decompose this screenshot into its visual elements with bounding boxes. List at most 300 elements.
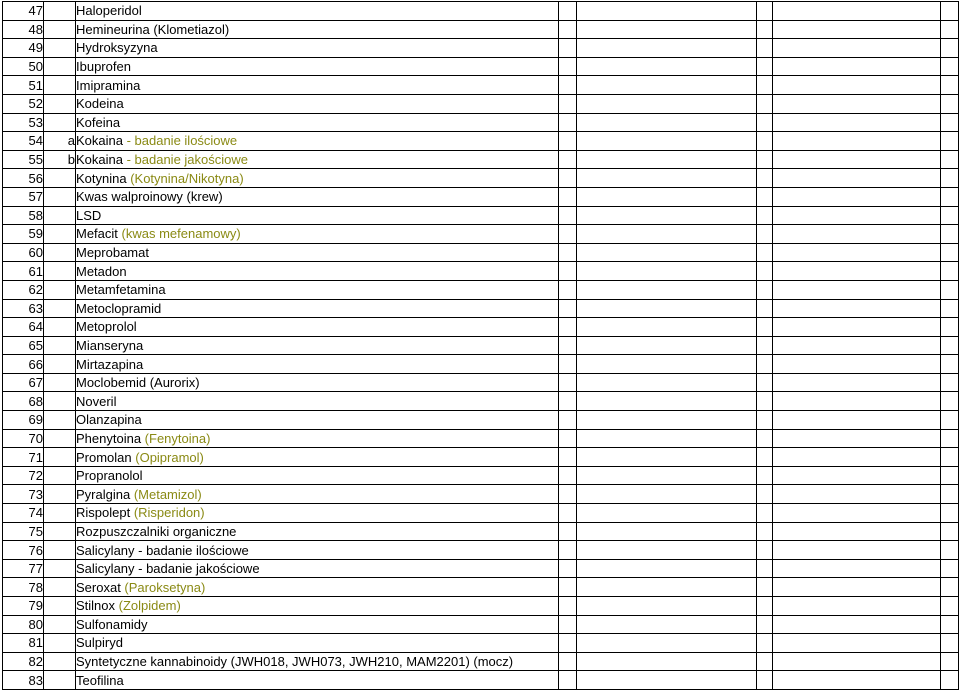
table-row xyxy=(3,448,959,467)
substance-name: Teofilina xyxy=(76,672,124,688)
empty-cell xyxy=(577,150,757,169)
empty-cell xyxy=(773,355,941,374)
empty-cell xyxy=(577,39,757,58)
spacer-cell xyxy=(941,336,959,355)
row-sub-letter xyxy=(44,559,76,578)
spacer-cell xyxy=(559,336,577,355)
empty-cell xyxy=(577,615,757,634)
empty-cell xyxy=(773,57,941,76)
row-number: 52 xyxy=(3,94,44,113)
row-sub-letter xyxy=(44,336,76,355)
substance-name-cell xyxy=(76,411,559,430)
spacer-cell xyxy=(559,615,577,634)
row-number: 70 xyxy=(3,429,44,448)
spacer-cell xyxy=(757,373,773,392)
row-sub-letter xyxy=(44,280,76,299)
spacer-cell xyxy=(757,280,773,299)
row-sub-letter xyxy=(44,57,76,76)
spacer-cell xyxy=(941,522,959,541)
substance-name: Moclobemid (Aurorix) xyxy=(76,375,200,391)
row-number: 80 xyxy=(3,615,44,634)
spacer-cell xyxy=(559,652,577,671)
spacer-cell xyxy=(757,652,773,671)
spacer-cell xyxy=(757,485,773,504)
empty-cell xyxy=(577,280,757,299)
substance-note: - badanie jakościowe xyxy=(122,152,249,168)
empty-cell xyxy=(577,559,757,578)
spacer-cell xyxy=(941,57,959,76)
spacer-cell xyxy=(559,522,577,541)
spacer-cell xyxy=(941,299,959,318)
empty-cell xyxy=(773,336,941,355)
substance-name: Stilnox xyxy=(76,598,116,614)
row-number: 49 xyxy=(3,39,44,58)
spacer-cell xyxy=(757,150,773,169)
spacer-cell xyxy=(941,466,959,485)
spacer-cell xyxy=(941,150,959,169)
empty-cell xyxy=(577,132,757,151)
spacer-cell xyxy=(559,113,577,132)
substance-name-cell xyxy=(76,57,559,76)
substance-name: Phenytoina xyxy=(76,430,142,446)
spacer-cell xyxy=(757,187,773,206)
empty-cell xyxy=(577,243,757,262)
spacer-cell xyxy=(559,355,577,374)
spacer-cell xyxy=(757,522,773,541)
row-number: 75 xyxy=(3,522,44,541)
empty-cell xyxy=(577,671,757,690)
empty-cell xyxy=(773,76,941,95)
row-sub-letter xyxy=(44,578,76,597)
table-row xyxy=(3,206,959,225)
empty-cell xyxy=(577,578,757,597)
table-row xyxy=(3,113,959,132)
spacer-cell xyxy=(559,150,577,169)
spacer-cell xyxy=(559,504,577,523)
table-row xyxy=(3,262,959,281)
empty-cell xyxy=(577,652,757,671)
row-number: 66 xyxy=(3,355,44,374)
row-number: 79 xyxy=(3,597,44,616)
substance-name: Mianseryna xyxy=(76,337,144,353)
spacer-cell xyxy=(941,559,959,578)
spacer-cell xyxy=(559,429,577,448)
spacer-cell xyxy=(757,262,773,281)
table-row xyxy=(3,39,959,58)
spacer-cell xyxy=(559,597,577,616)
spacer-cell xyxy=(941,355,959,374)
spacer-cell xyxy=(941,634,959,653)
spacer-cell xyxy=(941,541,959,560)
substance-table xyxy=(2,1,959,690)
table-row xyxy=(3,504,959,523)
spacer-cell xyxy=(559,373,577,392)
substance-name-cell xyxy=(76,39,559,58)
spacer-cell xyxy=(559,262,577,281)
empty-cell xyxy=(577,206,757,225)
empty-cell xyxy=(773,392,941,411)
row-number: 74 xyxy=(3,504,44,523)
table-row xyxy=(3,652,959,671)
spacer-cell xyxy=(941,429,959,448)
spacer-cell xyxy=(757,448,773,467)
spacer-cell xyxy=(559,634,577,653)
substance-name: Kofeina xyxy=(76,114,121,130)
row-number: 81 xyxy=(3,634,44,653)
substance-name-cell xyxy=(76,150,559,169)
substance-name: Mefacit xyxy=(76,226,118,242)
spacer-cell xyxy=(941,504,959,523)
row-number: 59 xyxy=(3,225,44,244)
spacer-cell xyxy=(941,448,959,467)
row-number: 68 xyxy=(3,392,44,411)
substance-name-cell xyxy=(76,559,559,578)
row-number: 51 xyxy=(3,76,44,95)
spacer-cell xyxy=(559,485,577,504)
empty-cell xyxy=(577,355,757,374)
substance-name: Noveril xyxy=(76,393,117,409)
row-sub-letter xyxy=(44,429,76,448)
empty-cell xyxy=(773,132,941,151)
empty-cell xyxy=(773,113,941,132)
substance-name-cell xyxy=(76,187,559,206)
substance-name: Salicylany - badanie ilościowe xyxy=(76,542,249,558)
substance-name: Hemineurina (Klometiazol) xyxy=(76,21,230,37)
spacer-cell xyxy=(757,39,773,58)
spacer-cell xyxy=(559,466,577,485)
substance-name: Sulpiryd xyxy=(76,635,123,651)
spacer-cell xyxy=(559,169,577,188)
spacer-cell xyxy=(757,578,773,597)
empty-cell xyxy=(577,113,757,132)
substance-name-cell xyxy=(76,522,559,541)
row-number: 63 xyxy=(3,299,44,318)
empty-cell xyxy=(577,225,757,244)
empty-cell xyxy=(773,262,941,281)
empty-cell xyxy=(773,150,941,169)
spacer-cell xyxy=(941,652,959,671)
substance-note: (kwas mefenamowy) xyxy=(117,226,241,242)
table-row xyxy=(3,578,959,597)
substance-name: Kodeina xyxy=(76,96,124,112)
empty-cell xyxy=(577,299,757,318)
empty-cell xyxy=(577,448,757,467)
spacer-cell xyxy=(941,578,959,597)
substance-name: Haloperidol xyxy=(76,3,142,19)
empty-cell xyxy=(773,39,941,58)
substance-name-cell xyxy=(76,485,559,504)
spacer-cell xyxy=(559,20,577,39)
row-sub-letter xyxy=(44,522,76,541)
spacer-cell xyxy=(559,671,577,690)
substance-name-cell xyxy=(76,243,559,262)
substance-note: (Kotynina/Nikotyna) xyxy=(126,170,244,186)
substance-name-cell xyxy=(76,336,559,355)
spacer-cell xyxy=(757,132,773,151)
table-row xyxy=(3,411,959,430)
substance-name-cell xyxy=(76,262,559,281)
spacer-cell xyxy=(941,243,959,262)
table-row xyxy=(3,634,959,653)
substance-name: Rozpuszczalniki organiczne xyxy=(76,523,237,539)
row-sub-letter xyxy=(44,113,76,132)
spacer-cell xyxy=(559,94,577,113)
empty-cell xyxy=(577,373,757,392)
spacer-cell xyxy=(757,206,773,225)
row-number: 82 xyxy=(3,652,44,671)
empty-cell xyxy=(773,318,941,337)
spacer-cell xyxy=(559,318,577,337)
row-sub-letter xyxy=(44,318,76,337)
row-number: 61 xyxy=(3,262,44,281)
substance-name: Mirtazapina xyxy=(76,356,144,372)
empty-cell xyxy=(773,169,941,188)
spacer-cell xyxy=(941,318,959,337)
row-number: 64 xyxy=(3,318,44,337)
row-sub-letter xyxy=(44,299,76,318)
empty-cell xyxy=(577,429,757,448)
table-row xyxy=(3,429,959,448)
empty-cell xyxy=(577,57,757,76)
substance-name-cell xyxy=(76,76,559,95)
substance-name-cell xyxy=(76,392,559,411)
substance-name: Kokaina xyxy=(76,152,123,168)
substance-name-cell xyxy=(76,504,559,523)
empty-cell xyxy=(577,634,757,653)
empty-cell xyxy=(577,76,757,95)
substance-name-cell xyxy=(76,169,559,188)
substance-name-cell xyxy=(76,318,559,337)
empty-cell xyxy=(773,522,941,541)
empty-cell xyxy=(577,94,757,113)
empty-cell xyxy=(773,243,941,262)
table-row xyxy=(3,57,959,76)
spacer-cell xyxy=(559,392,577,411)
row-number: 76 xyxy=(3,541,44,560)
substance-name: Metadon xyxy=(76,263,127,279)
spacer-cell xyxy=(941,2,959,21)
spacer-cell xyxy=(757,466,773,485)
spacer-cell xyxy=(559,299,577,318)
substance-note: (Paroksetyna) xyxy=(120,579,206,595)
row-sub-letter xyxy=(44,541,76,560)
empty-cell xyxy=(577,504,757,523)
substance-name-cell xyxy=(76,597,559,616)
table-row xyxy=(3,150,959,169)
spacer-cell xyxy=(559,243,577,262)
row-sub-letter xyxy=(44,615,76,634)
row-sub-letter xyxy=(44,94,76,113)
substance-note: (Risperidon) xyxy=(130,505,205,521)
spacer-cell xyxy=(941,280,959,299)
row-number: 48 xyxy=(3,20,44,39)
spacer-cell xyxy=(757,2,773,21)
substance-note: (Metamizol) xyxy=(130,486,202,502)
empty-cell xyxy=(773,411,941,430)
substance-name-cell xyxy=(76,541,559,560)
spacer-cell xyxy=(941,262,959,281)
substance-name-cell xyxy=(76,466,559,485)
spacer-cell xyxy=(559,225,577,244)
row-sub-letter xyxy=(44,225,76,244)
spacer-cell xyxy=(941,76,959,95)
substance-name-cell xyxy=(76,671,559,690)
table-row xyxy=(3,615,959,634)
spacer-cell xyxy=(941,411,959,430)
table-row xyxy=(3,466,959,485)
substance-name: Propranolol xyxy=(76,468,143,484)
substance-name-cell xyxy=(76,448,559,467)
substance-note: (Opipramol) xyxy=(131,449,204,465)
substance-name-cell xyxy=(76,373,559,392)
spacer-cell xyxy=(757,20,773,39)
spacer-cell xyxy=(757,597,773,616)
empty-cell xyxy=(773,671,941,690)
row-sub-letter xyxy=(44,206,76,225)
row-sub-letter xyxy=(44,169,76,188)
spacer-cell xyxy=(559,76,577,95)
empty-cell xyxy=(577,2,757,21)
row-sub-letter xyxy=(44,373,76,392)
spacer-cell xyxy=(941,392,959,411)
row-number: 69 xyxy=(3,411,44,430)
spacer-cell xyxy=(757,225,773,244)
row-sub-letter: b xyxy=(44,150,76,169)
table-row xyxy=(3,485,959,504)
row-sub-letter xyxy=(44,2,76,21)
substance-name: Metoclopramid xyxy=(76,300,162,316)
empty-cell xyxy=(773,559,941,578)
substance-note: (Zolpidem) xyxy=(115,598,181,614)
spacer-cell xyxy=(757,504,773,523)
spacer-cell xyxy=(559,2,577,21)
spacer-cell xyxy=(757,243,773,262)
substance-name: Seroxat xyxy=(76,579,121,595)
table-row xyxy=(3,2,959,21)
row-number: 83 xyxy=(3,671,44,690)
row-number: 78 xyxy=(3,578,44,597)
table-row xyxy=(3,559,959,578)
row-number: 53 xyxy=(3,113,44,132)
substance-name: Metamfetamina xyxy=(76,282,166,298)
spacer-cell xyxy=(941,206,959,225)
substance-name-cell xyxy=(76,615,559,634)
empty-cell xyxy=(577,485,757,504)
row-sub-letter xyxy=(44,76,76,95)
substance-name-cell xyxy=(76,94,559,113)
empty-cell xyxy=(773,20,941,39)
substance-name: Ibuprofen xyxy=(76,59,131,75)
table-row xyxy=(3,243,959,262)
empty-cell xyxy=(577,20,757,39)
substance-name-cell xyxy=(76,578,559,597)
substance-name-cell xyxy=(76,299,559,318)
substance-name: Olanzapina xyxy=(76,412,142,428)
substance-name: Kokaina xyxy=(76,133,123,149)
empty-cell xyxy=(577,597,757,616)
row-sub-letter xyxy=(44,652,76,671)
row-number: 62 xyxy=(3,280,44,299)
empty-cell xyxy=(773,578,941,597)
substance-name-cell xyxy=(76,429,559,448)
substance-name-cell xyxy=(76,225,559,244)
spacer-cell xyxy=(757,299,773,318)
empty-cell xyxy=(773,94,941,113)
substance-name-cell xyxy=(76,280,559,299)
spacer-cell xyxy=(941,597,959,616)
substance-name: Imipramina xyxy=(76,77,141,93)
empty-cell xyxy=(773,597,941,616)
empty-cell xyxy=(773,299,941,318)
table-row xyxy=(3,132,959,151)
spacer-cell xyxy=(941,132,959,151)
substance-name: Syntetyczne kannabinoidy (JWH018, JWH073, JWH210, MAM2201) (mocz) xyxy=(76,654,514,670)
table-row xyxy=(3,671,959,690)
spacer-cell xyxy=(757,615,773,634)
row-sub-letter xyxy=(44,634,76,653)
table-row xyxy=(3,299,959,318)
row-sub-letter xyxy=(44,504,76,523)
spacer-cell xyxy=(559,280,577,299)
row-number: 60 xyxy=(3,243,44,262)
empty-cell xyxy=(773,652,941,671)
empty-cell xyxy=(773,280,941,299)
substance-name-cell xyxy=(76,113,559,132)
substance-name: Pyralgina xyxy=(76,486,131,502)
row-sub-letter xyxy=(44,355,76,374)
empty-cell xyxy=(773,429,941,448)
spacer-cell xyxy=(941,169,959,188)
empty-cell xyxy=(577,187,757,206)
row-sub-letter xyxy=(44,262,76,281)
substance-name-cell xyxy=(76,2,559,21)
row-number: 54 xyxy=(3,132,44,151)
substance-name-cell xyxy=(76,206,559,225)
table-row xyxy=(3,392,959,411)
substance-name-cell xyxy=(76,355,559,374)
substance-name: LSD xyxy=(76,207,102,223)
spacer-cell xyxy=(757,559,773,578)
empty-cell xyxy=(773,448,941,467)
row-sub-letter xyxy=(44,39,76,58)
table-row xyxy=(3,280,959,299)
row-number: 56 xyxy=(3,169,44,188)
spacer-cell xyxy=(757,541,773,560)
spacer-cell xyxy=(941,113,959,132)
empty-cell xyxy=(577,541,757,560)
empty-cell xyxy=(577,336,757,355)
table-row xyxy=(3,318,959,337)
table-row xyxy=(3,541,959,560)
spacer-cell xyxy=(941,39,959,58)
spacer-cell xyxy=(757,392,773,411)
substance-name-cell xyxy=(76,634,559,653)
empty-cell xyxy=(773,504,941,523)
table-row xyxy=(3,187,959,206)
empty-cell xyxy=(773,206,941,225)
spacer-cell xyxy=(757,94,773,113)
empty-cell xyxy=(773,541,941,560)
row-number: 58 xyxy=(3,206,44,225)
table-row xyxy=(3,373,959,392)
spacer-cell xyxy=(559,541,577,560)
spacer-cell xyxy=(757,113,773,132)
row-sub-letter xyxy=(44,243,76,262)
spacer-cell xyxy=(941,20,959,39)
row-number: 77 xyxy=(3,559,44,578)
empty-cell xyxy=(577,262,757,281)
row-sub-letter xyxy=(44,392,76,411)
